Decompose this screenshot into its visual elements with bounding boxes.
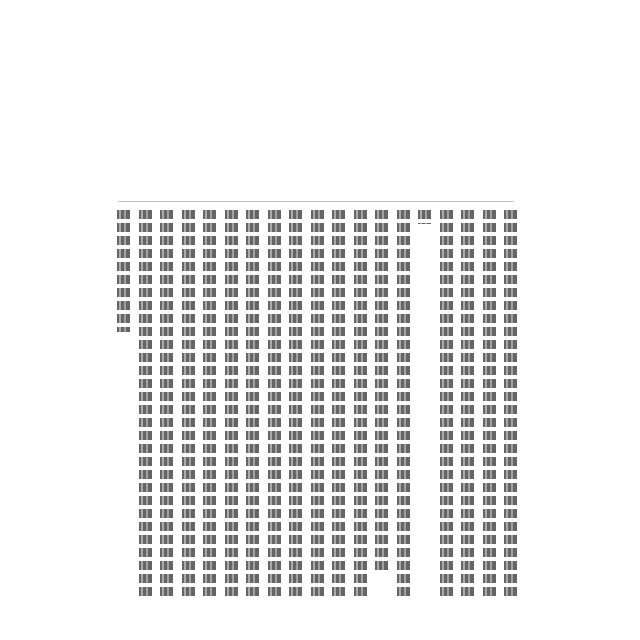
text-column — [289, 210, 302, 602]
text-column — [397, 210, 410, 602]
text-column-content — [354, 210, 367, 602]
text-column — [483, 210, 496, 602]
text-column — [117, 210, 130, 602]
text-column-content — [418, 210, 431, 602]
text-column — [375, 210, 388, 602]
vertical-text-block — [116, 210, 520, 602]
text-column-content — [160, 210, 173, 602]
text-column — [332, 210, 345, 602]
text-column — [311, 210, 324, 602]
text-column-content — [139, 210, 152, 602]
text-column — [225, 210, 238, 602]
text-column-content — [332, 210, 345, 602]
text-column-content — [246, 210, 259, 602]
text-column-content — [225, 210, 238, 602]
text-column — [182, 210, 195, 602]
text-column — [440, 210, 453, 602]
text-column — [354, 210, 367, 602]
text-column — [203, 210, 216, 602]
text-column — [504, 210, 517, 602]
text-column-content — [461, 210, 474, 602]
text-column-content — [483, 210, 496, 602]
text-column — [461, 210, 474, 602]
text-column-content — [182, 210, 195, 602]
text-column — [246, 210, 259, 602]
text-column-content — [375, 210, 388, 602]
text-column-content — [397, 210, 410, 602]
text-column-content — [440, 210, 453, 602]
text-column — [268, 210, 281, 602]
text-column — [139, 210, 152, 602]
top-rule-divider — [118, 201, 514, 202]
text-column-content — [289, 210, 302, 602]
text-column-content — [504, 210, 517, 602]
text-column — [160, 210, 173, 602]
text-column-content — [268, 210, 281, 602]
text-column-content — [203, 210, 216, 602]
text-column — [418, 210, 431, 602]
text-column-content — [311, 210, 324, 602]
text-column-content — [117, 210, 130, 602]
